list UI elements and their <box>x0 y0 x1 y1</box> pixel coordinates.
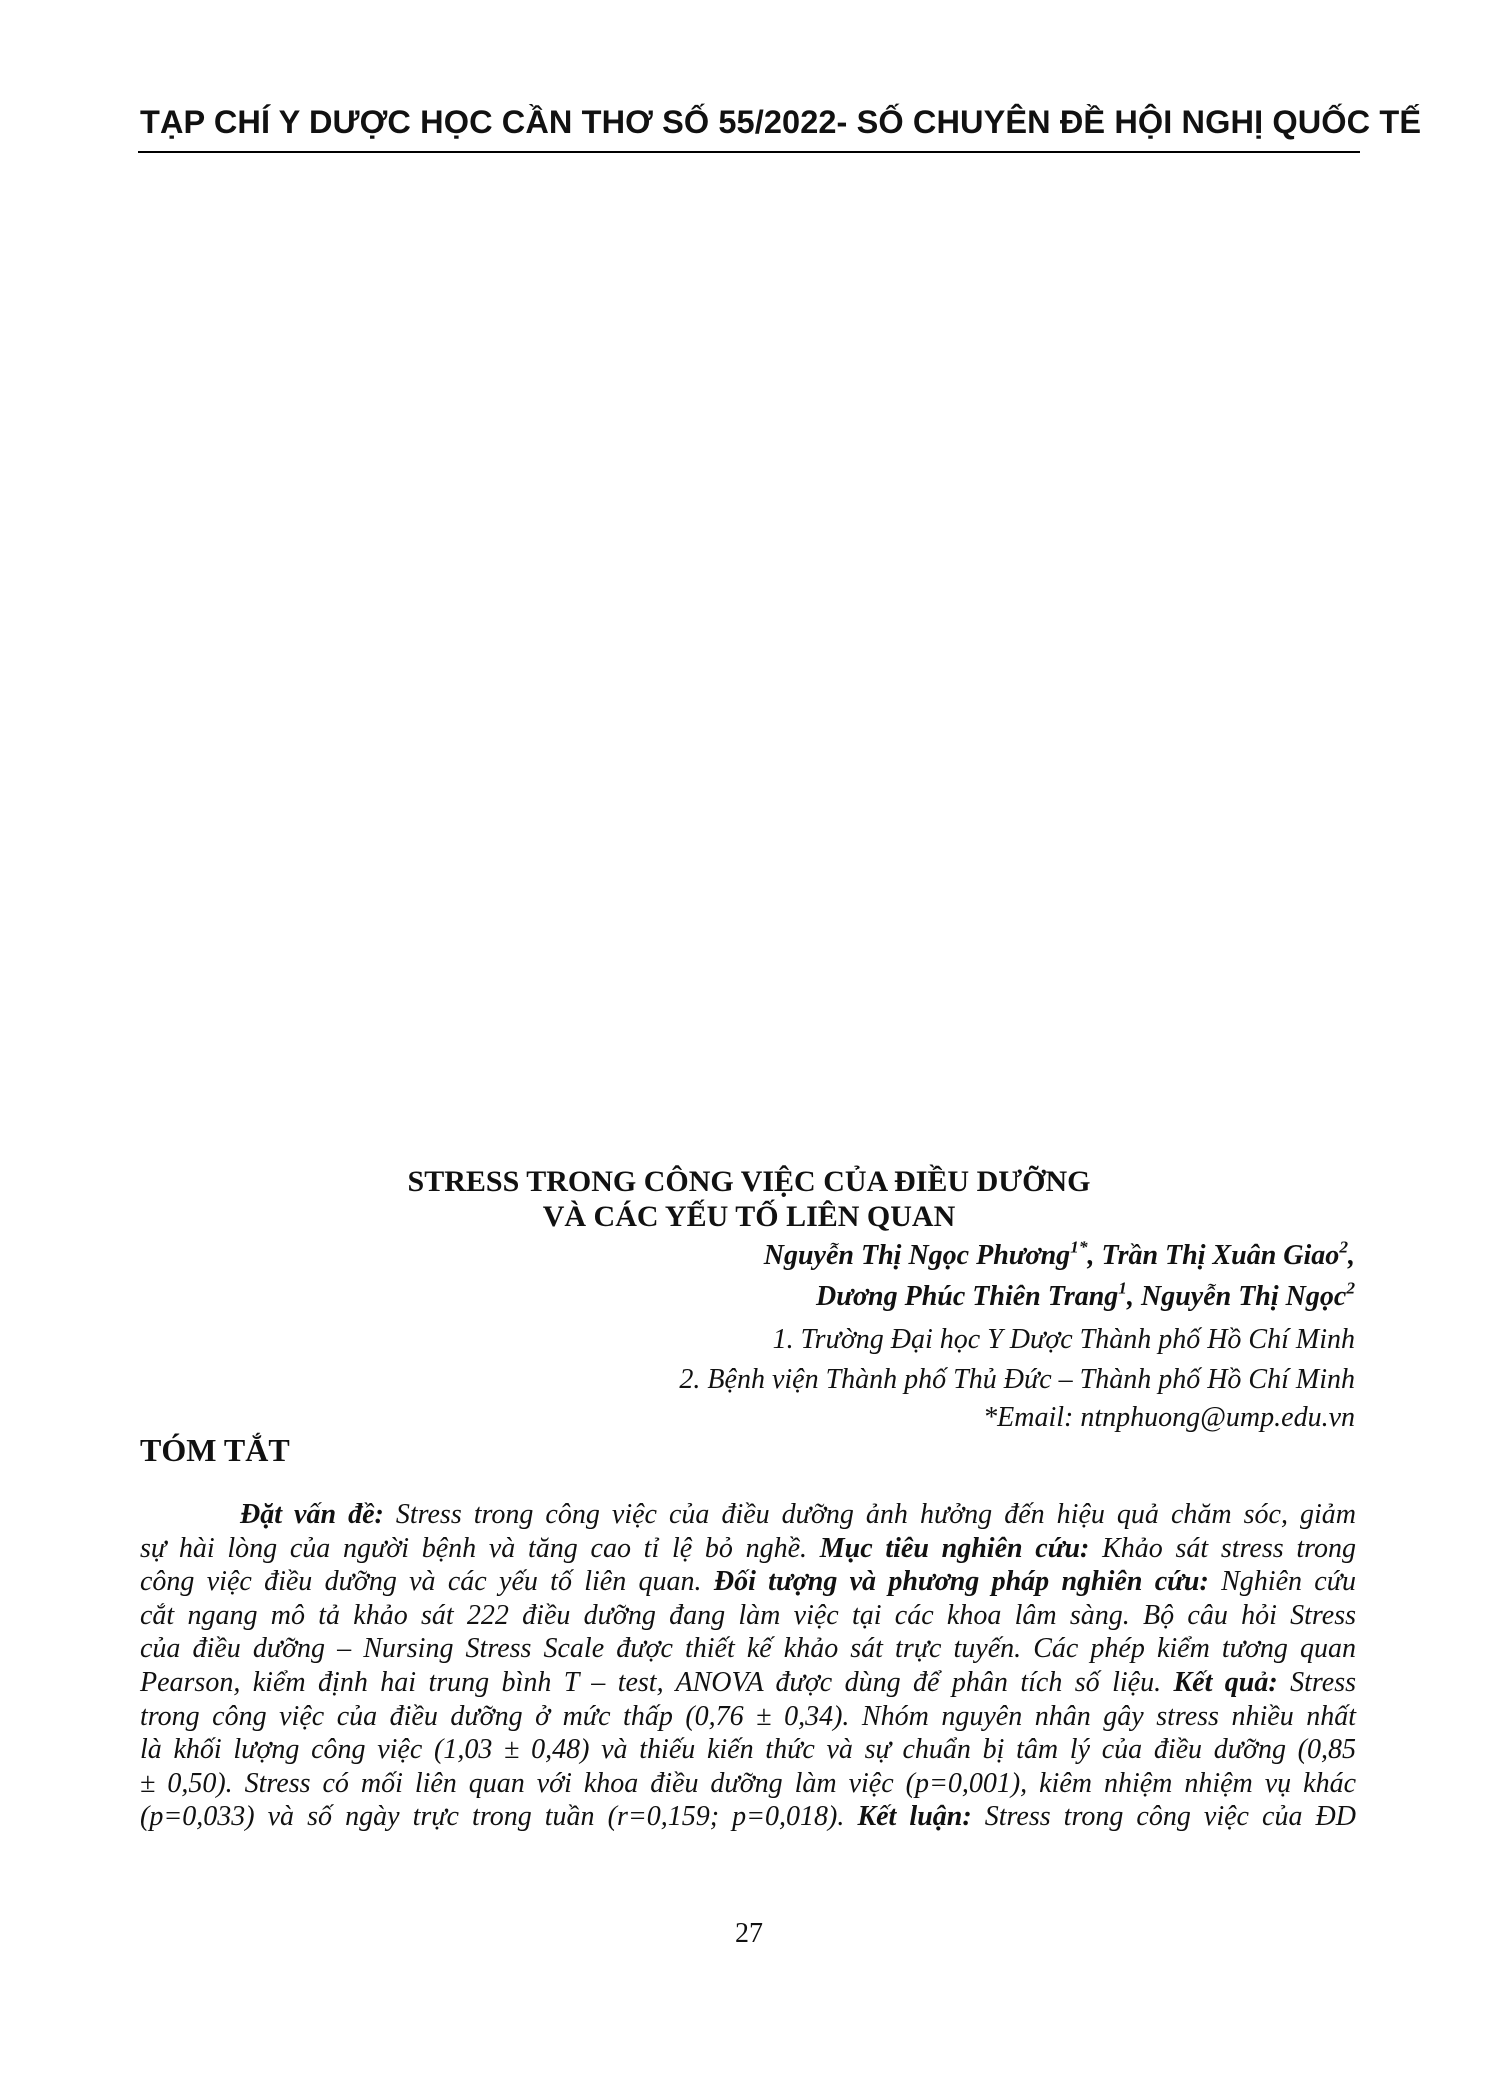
abstract-text: Stress <box>1277 1666 1357 1698</box>
abstract-text: sự hài lòng của người bệnh và tăng cao tỉ lệ bỏ nghề. <box>140 1532 820 1564</box>
author-name: Nguyễn Thị Ngọc <box>1140 1281 1347 1312</box>
abstract-line <box>140 1498 1356 1532</box>
paper-title-line-1: STRESS TRONG CÔNG VIỆC CỦA ĐIỀU DƯỠNG <box>407 1165 1091 1198</box>
header-rule <box>138 151 1360 153</box>
abstract-text: Stress trong công việc của ĐD <box>971 1801 1356 1833</box>
abstract-line <box>140 1767 1356 1801</box>
abstract-text: của điều dưỡng – Nursing Stress Scale được thiết kế khảo sát trực tuyến. Các phép kiểm tương quan <box>140 1633 1356 1665</box>
author-separator: , <box>1348 1240 1355 1271</box>
authors-line-2 <box>816 1278 1355 1313</box>
abstract-label: Mục tiêu nghiên cứu: <box>819 1532 1090 1564</box>
abstract-line <box>140 1733 1356 1767</box>
abstract-text: Khảo sát stress trong <box>1089 1532 1357 1564</box>
corresponding-email: *Email: ntnphuong@ump.edu.vn <box>983 1402 1355 1433</box>
abstract-text: công việc điều dưỡng và các yếu tố liên quan. <box>140 1566 714 1598</box>
author-affiliation-mark: 1* <box>1070 1237 1088 1257</box>
author-affiliation-mark: 2 <box>1339 1237 1348 1257</box>
abstract-label: Kết quả: <box>1173 1666 1278 1698</box>
abstract-text: trong công việc của điều dưỡng ở mức thấp (0,76 ± 0,34). Nhóm nguyên nhân gây stress nhiều nhất <box>140 1700 1356 1732</box>
abstract-text: là khối lượng công việc (1,03 ± 0,48) và thiếu kiến thức và sự chuẩn bị tâm lý của điều dưỡng (0,85 <box>140 1734 1356 1766</box>
abstract-text: (p=0,033) và số ngày trực trong tuần (r=0,159; p=0,018). <box>140 1801 858 1833</box>
abstract-text: Pearson, kiểm định hai trung bình T – test, ANOVA được dùng để phân tích số liệu. <box>140 1666 1174 1698</box>
author-affiliation-mark: 2 <box>1346 1278 1355 1298</box>
abstract-line <box>140 1700 1356 1734</box>
abstract-text: Nghiên cứu <box>1208 1566 1357 1598</box>
abstract-text: cắt ngang mô tả khảo sát 222 điều dưỡng đang làm việc tại các khoa lâm sàng. Bộ câu hỏi Stress <box>140 1599 1356 1631</box>
author-affiliation-mark: 1 <box>1118 1278 1127 1298</box>
abstract-text: Stress trong công việc của điều dưỡng ảnh hưởng đến hiệu quả chăm sóc, giảm <box>383 1499 1356 1530</box>
abstract-line <box>140 1565 1356 1599</box>
authors-line-1 <box>763 1237 1355 1272</box>
abstract-line <box>140 1666 1356 1700</box>
section-heading-abstract: TÓM TẮT <box>140 1432 290 1468</box>
author-separator: , <box>1087 1240 1102 1271</box>
page-number: 27 <box>735 1918 763 1949</box>
abstract-line <box>140 1632 1356 1666</box>
journal-header: TẠP CHÍ Y DƯỢC HỌC CẦN THƠ SỐ 55/2022- SỐ CHUYÊN ĐỀ HỘI NGHỊ QUỐC TẾ <box>140 104 1422 140</box>
abstract-label: Kết luận: <box>857 1801 972 1833</box>
affiliation-2: 2. Bệnh viện Thành phố Thủ Đức – Thành phố Hồ Chí Minh <box>679 1364 1355 1395</box>
abstract-label: Đối tượng và phương pháp nghiên cứu: <box>713 1566 1209 1598</box>
abstract-label: Đặt vấn đề: <box>240 1499 384 1530</box>
author-name: Trần Thị Xuân Giao <box>1101 1240 1340 1271</box>
abstract-line <box>140 1599 1356 1633</box>
author-name: Dương Phúc Thiên Trang <box>816 1281 1119 1312</box>
abstract-text: ± 0,50). Stress có mối liên quan với khoa điều dưỡng làm việc (p=0,001), kiêm nhiệm nhiệm vụ khác <box>140 1767 1356 1799</box>
author-name: Nguyễn Thị Ngọc Phương <box>763 1240 1071 1271</box>
affiliation-1: 1. Trường Đại học Y Dược Thành phố Hồ Chí Minh <box>772 1324 1355 1355</box>
abstract-line <box>140 1532 1356 1566</box>
paper-title-line-2: VÀ CÁC YẾU TỐ LIÊN QUAN <box>542 1200 956 1233</box>
abstract-paragraph <box>140 1498 1356 1834</box>
abstract-line <box>140 1800 1356 1834</box>
author-separator: , <box>1126 1281 1141 1312</box>
